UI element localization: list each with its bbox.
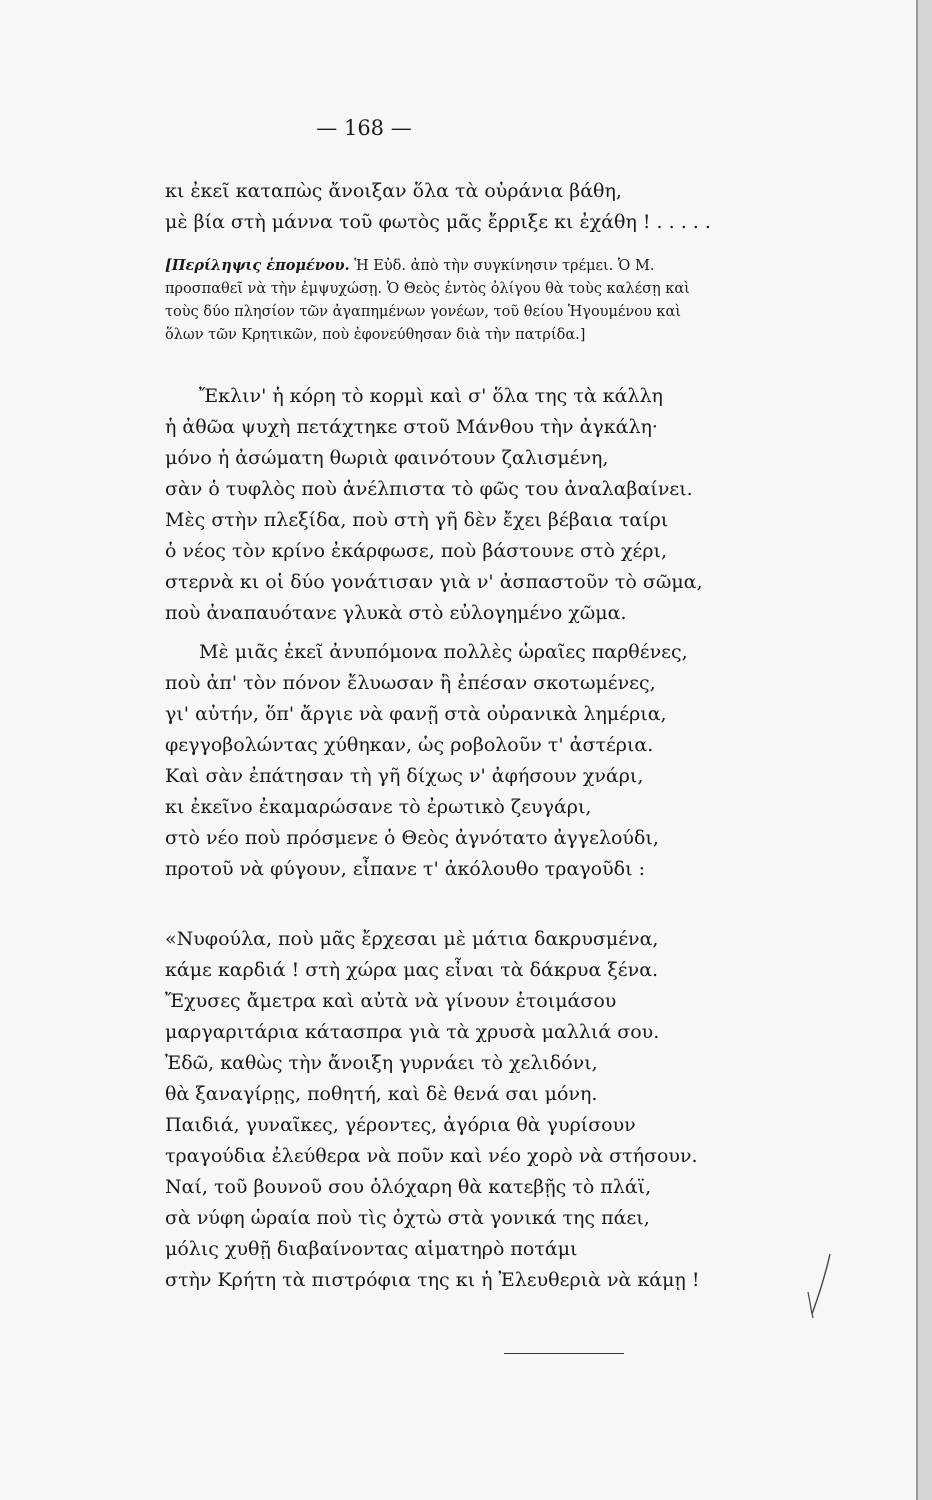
verse-line: Καὶ σὰν ἐπάτησαν τὴ γῆ δίχως ν' ἀφήσουν χνάρι,: [165, 765, 644, 787]
verse-line: Ναί, τοῦ βουνοῦ σου ὁλόχαρη θὰ κατεβῇς τὸ πλάϊ,: [165, 1176, 652, 1198]
verse-line: Ἔχυσες ἄμετρα καὶ αὐτὰ νὰ γίνουν ἑτοιμάσου: [165, 990, 617, 1012]
verse-line: μὲ βία στὴ μάννα τοῦ φωτὸς μᾶς ἔρριξε κι ἐχάθη ! . . . . .: [165, 211, 711, 233]
verse-line: κι ἐκεῖ καταπὼς ἄνοιξαν ὅλα τὰ οὐράνια βάθη,: [165, 180, 622, 202]
stanza-1: [165, 381, 837, 629]
verse-line: τραγούδια ἐλεύθερα νὰ ποῦν καὶ νέο χορὸ νὰ στήσουν.: [165, 1145, 698, 1167]
song: [165, 924, 837, 1296]
verse-line: Ἐδῶ, καθὼς τὴν ἄνοιξη γυρνάει τὸ χελιδόνι,: [165, 1052, 598, 1074]
verse-line: ποὺ ἀπ' τὸν πόνον ἔλυωσαν ἢ ἐπέσαν σκοτωμένες,: [165, 672, 656, 694]
summary-line: [165, 254, 837, 278]
verse-line: φεγγοβολώντας χύθηκαν, ὡς ροβολοῦν τ' ἀστέρια.: [165, 734, 654, 756]
verse-line: σὰν ὁ τυφλὸς ποὺ ἀνέλπιστα τὸ φῶς του ἀναλαβαίνει.: [165, 478, 693, 500]
verse-line: μόνο ἡ ἀσώματη θωριὰ φαινότουν ζαλισμένη,: [165, 447, 609, 469]
verse-line: Ἔκλιν' ἡ κόρη τὸ κορμὶ καὶ σ' ὅλα της τὰ κάλλη: [199, 385, 663, 407]
end-rule: [504, 1353, 624, 1354]
verse-line: Μὲς στὴν πλεξίδα, ποὺ στὴ γῆ δὲν ἔχει βέβαια ταίρι: [165, 509, 669, 531]
verse-line: γι' αὐτήν, ὅπ' ἄργιε νὰ φανῇ στὰ οὐρανικὰ λημέρια,: [165, 703, 667, 725]
summary-label: [Περίληψις ἑπομένου.: [165, 257, 350, 274]
verse-line: ἡ ἀθῶα ψυχὴ πετάχτηκε στοῦ Μάνθου τὴν ἀγκάλη·: [165, 416, 658, 438]
verse-line: στὴν Κρήτη τὰ πιστρόφια της κι ἡ Ἐλευθεριὰ νὰ κάμῃ !: [165, 1269, 700, 1291]
verse-line: Μὲ μιᾶς ἐκεῖ ἀνυπόμονα πολλὲς ὡραῖες παρθένες,: [199, 641, 688, 663]
verse-line: Παιδιά, γυναῖκες, γέροντες, ἀγόρια θὰ γυρίσουν: [165, 1114, 636, 1136]
verse-line: θὰ ξαναγίρῃς, ποθητή, καὶ δὲ θενά σαι μόνη.: [165, 1083, 598, 1105]
verse-line: κι ἐκεῖνο ἐκαμαρώσανε τὸ ἐρωτικὸ ζευγάρι,: [165, 796, 592, 818]
summary-line: ὅλων τῶν Κρητικῶν, ποὺ ἐφονεύθησαν διὰ τὴν πατρίδα.]: [165, 327, 586, 343]
page-edge: [916, 0, 932, 1500]
verse-line: «Νυφούλα, ποὺ μᾶς ἔρχεσαι μὲ μάτια δακρυσμένα,: [165, 928, 659, 950]
opening-verses: [165, 176, 837, 238]
verse-line: στερνὰ κι οἱ δύο γονάτισαν γιὰ ν' ἀσπαστοῦν τὸ σῶμα,: [165, 571, 703, 593]
summary-paragraph: [165, 254, 837, 347]
verse-line: μόλις χυθῇ διαβαίνοντας αἱματηρὸ ποτάμι: [165, 1238, 578, 1260]
stanza-2: [165, 637, 837, 885]
verse-line: ποὺ ἀναπαυότανε γλυκὰ στὸ εὐλογημένο χῶμα.: [165, 602, 627, 624]
summary-text: Ἡ Εὐδ. ἀπὸ τὴν συγκίνησιν τρέμει. Ὁ Μ.: [354, 258, 655, 274]
verse-line: προτοῦ νὰ φύγουν, εἶπανε τ' ἀκόλουθο τραγοῦδι :: [165, 858, 645, 880]
verse-line: μαργαριτάρια κάτασπρα γιὰ τὰ χρυσὰ μαλλιά σου.: [165, 1021, 660, 1043]
verse-line: σὰ νύφη ὡραία ποὺ τὶς ὀχτὼ στὰ γονικά της πάει,: [165, 1207, 650, 1229]
verse-line: στὸ νέο ποὺ πρόσμενε ὁ Θεὸς ἀγνότατο ἀγγελούδι,: [165, 827, 659, 849]
verse-line: ὁ νέος τὸν κρίνο ἐκάρφωσε, ποὺ βάστουνε στὸ χέρι,: [165, 540, 668, 562]
pencil-mark-icon: [804, 1252, 834, 1322]
summary-line: τοὺς δύο πλησίον τῶν ἀγαπημένων γονέων, τοῦ θείου Ἡγουμένου καὶ: [165, 304, 681, 320]
verse-line: κάμε καρδιά ! στὴ χώρα μας εἶναι τὰ δάκρυα ξένα.: [165, 959, 659, 981]
summary-line: προσπαθεῖ νὰ τὴν ἐμψυχώσῃ. Ὁ Θεὸς ἐντὸς ὀλίγου θὰ τοὺς καλέσῃ καὶ: [165, 281, 690, 297]
page-number: — 168 —: [316, 116, 412, 140]
